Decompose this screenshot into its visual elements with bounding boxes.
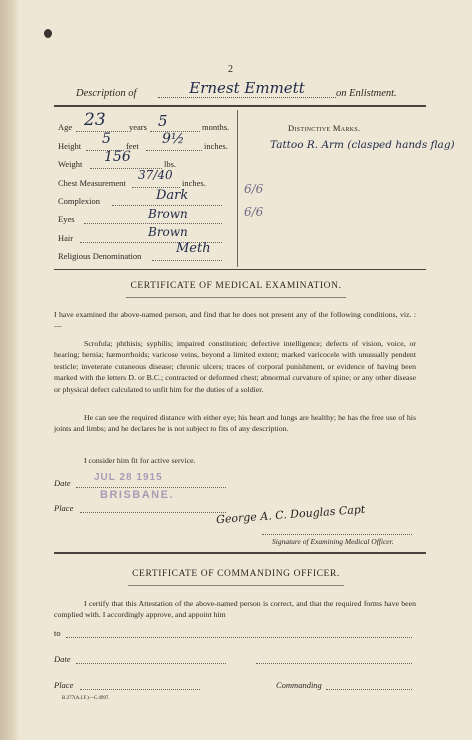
height-inches-value: 9½ [162,131,185,147]
weight-label: Weight [58,159,83,169]
complexion-value: Dark [156,188,189,203]
chest-label: Chest Measurement [58,178,126,188]
religion-value: Meth [176,241,211,256]
months-label: months. [202,122,230,132]
page-number: 2 [228,64,233,75]
medical-paragraph-2: Scrofula; phthisis; syphilis; impaired constitution; defective intelligence; defects of vision, voice, or hearing; hernia; hæmorrhoids; varicose veins, beyond a limited extent; marked varicocele with unusually pendent testicle; inveterate cutaneous disease; chronic ulcers; traces of corporal punishment, or evidence of having been marked with the letters D. or B.C.; contracted or deformed chest; abnormal curvature of spine; or any other disease or physical defect calculated to unfit him for the duties of a soldier. [54,339,416,394]
on-enlistment-label: on Enlistment. [336,88,397,99]
medical-paragraph-1: I have examined the above-named person, and find that he does not present any of the following conditions, viz. :— [54,310,416,331]
signature-caption: Signature of Examining Medical Officer. [272,537,394,546]
lbs-label: lbs. [164,159,177,169]
eyes-label: Eyes [58,214,75,224]
chest-value: 37/40 [138,168,173,182]
column-divider [237,110,238,267]
medical-officer-signature: George A. C. Douglas Capt [215,502,366,527]
form-code: B.277(A.I.F.)—C.4997. [62,696,110,701]
chest-inches-label: inches. [182,178,206,188]
eyes-line [84,223,222,224]
description-header [70,79,415,100]
religion-label: Religious Denomination [58,251,142,261]
commanding-date-right-line [256,663,412,664]
description-bottom-rule [54,269,426,270]
medical-title-rule [126,297,346,298]
commanding-paragraph: I certify that this Attestation of the above-named person is correct, and that the required forms have been complied with. I accordingly approve, and appoint him [54,599,416,620]
age-label: Age [58,122,73,132]
commanding-place-label: Place [54,680,74,690]
margin-note-2: 6/6 [244,205,264,219]
distinctive-marks-label: Distinctive Marks. [288,123,361,133]
brisbane-stamp: BRISBANE. [100,489,175,501]
hair-label: Hair [58,233,74,243]
commanding-date-label: Date [54,654,71,664]
medical-place-label: Place [54,503,74,513]
hair-value: Brown [148,225,188,239]
years-label: years [129,122,147,132]
complexion-line [112,205,222,206]
commanding-title: CERTIFICATE OF COMMANDING OFFICER. [132,569,340,579]
medical-paragraph-4: I consider him fit for active service. [84,456,196,465]
punch-hole [44,29,52,38]
medical-bottom-rule [54,552,426,554]
religion-line [152,260,222,261]
weight-value: 156 [104,149,131,165]
description-prefix: Description of [76,88,137,99]
height-inches-line [146,150,202,151]
feet-label: feet [126,141,139,151]
commanding-label: Commanding [276,680,322,690]
eyes-value: Brown [148,207,188,221]
medical-place-line [80,512,226,513]
inches-label: inches. [204,141,228,151]
to-line [66,637,412,638]
height-feet-value: 5 [102,131,111,147]
commanding-title-rule [128,585,344,586]
binding-edge [0,0,20,740]
recruit-name: Ernest Emmett [158,79,336,98]
header-rule [54,105,426,107]
signature-line [262,534,412,535]
medical-paragraph-3: He can see the required distance with either eye; his heart and lungs are healthy; he has the free use of his joints and limbs; and he declares he is not subject to fits of any description. [54,413,416,434]
medical-date-label: Date [54,478,71,488]
complexion-label: Complexion [58,196,101,206]
distinctive-marks-value: Tattoo R. Arm (clasped hands flag) [270,139,455,151]
age-months-value: 5 [158,112,168,130]
medical-date-line [76,487,226,488]
date-stamp: JUL 28 1915 [94,472,163,483]
medical-title: CERTIFICATE OF MEDICAL EXAMINATION. [130,281,342,291]
commanding-line [326,689,412,690]
height-label: Height [58,141,82,151]
age-years-value: 23 [84,110,106,130]
to-label: to [54,628,61,638]
commanding-place-line [80,689,200,690]
commanding-date-line [76,663,226,664]
margin-note-1: 6/6 [244,182,264,196]
